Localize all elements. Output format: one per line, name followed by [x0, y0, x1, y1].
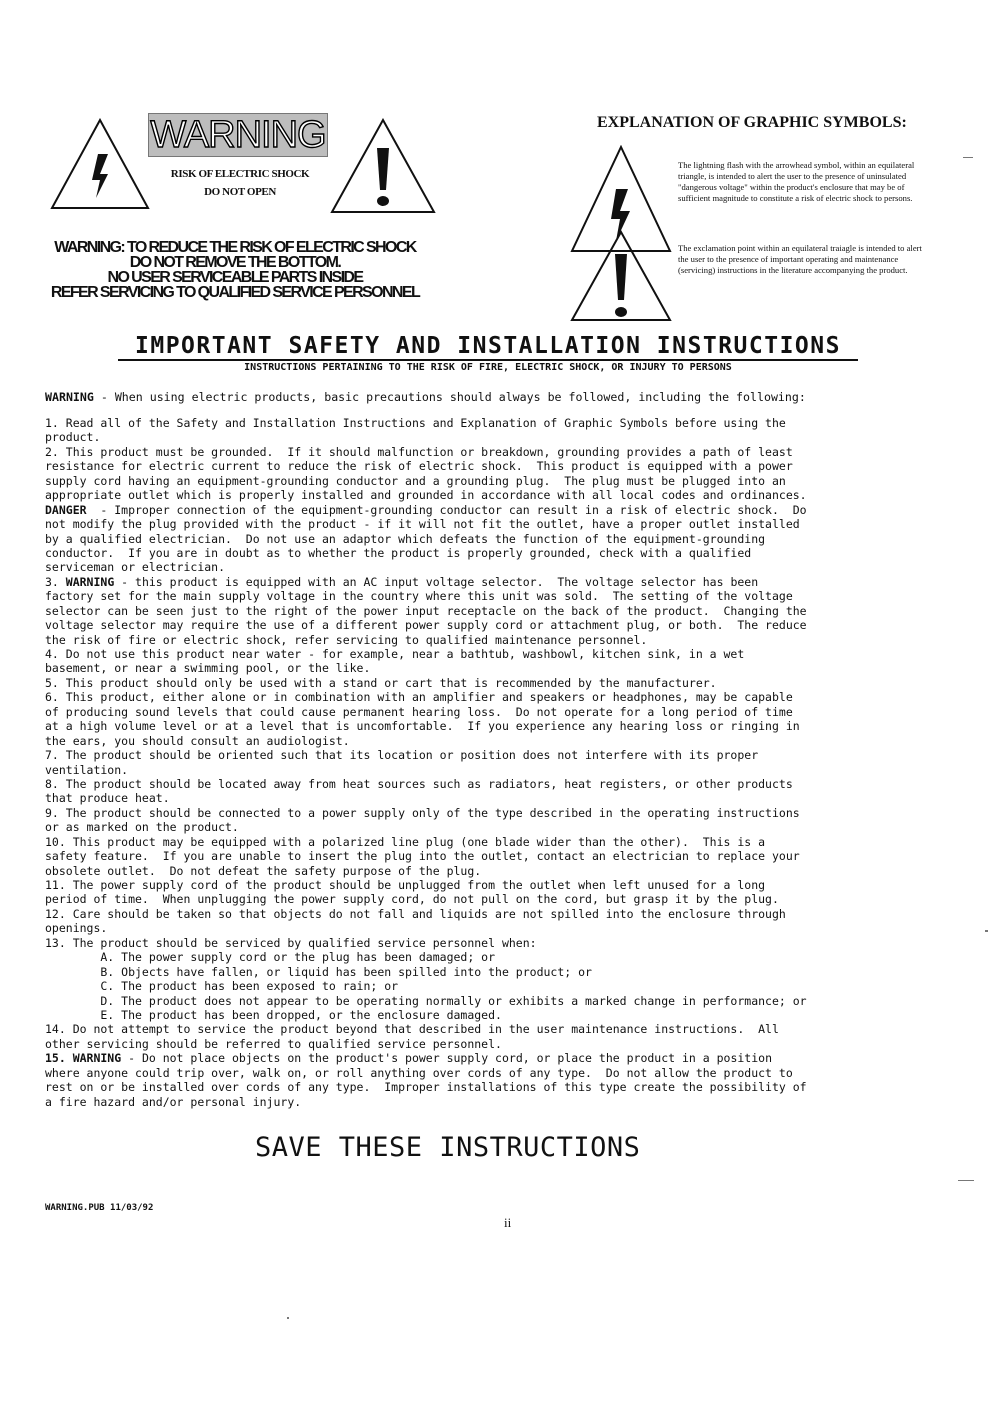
instruction-text: serviceman or electrician. — [45, 560, 226, 575]
instruction-line — [45, 719, 807, 733]
instruction-line — [45, 661, 807, 675]
instruction-text: of producing sound levels that could cause permanent hearing loss. Do not operate for a long period of time — [45, 704, 793, 719]
scan-speck — [985, 930, 988, 932]
instruction-line — [45, 546, 807, 560]
do-not-open-label: DO NOT OPEN — [204, 186, 276, 198]
warning-line: WARNING: TO REDUCE THE RISK OF ELECTRIC SHOCK — [54, 239, 416, 256]
instruction-line — [45, 748, 807, 762]
instruction-line — [45, 474, 807, 488]
instruction-text: factory set for the main supply voltage in the country where this unit was sold. The setting of the voltage — [45, 589, 793, 604]
instruction-text: 8. The product should be located away from heat sources such as radiators, heat registers, or other products — [45, 776, 793, 791]
instruction-line — [45, 1095, 807, 1109]
instruction-text: 5. This product should only be used with a stand or cart that is recommended by the manufacturer. — [45, 675, 717, 690]
instruction-text: 10. This product may be equipped with a polarized line plug (one blade wider than the other). This is a — [45, 834, 766, 849]
exclamation-explanation: The exclamation point within an equilateral traiagle is intended to alert the user to the presence of important operating and maintenance (servicing) instructions in the literature accompanying the product. — [678, 243, 922, 275]
instruction-text: 14. Do not attempt to service the product beyond that described in the user maintenance instructions. All — [45, 1022, 779, 1037]
instruction-text: openings. — [45, 921, 108, 936]
instruction-text: selector can be seen just to the right of the power input receptacle on the back of the product. Changing the — [45, 603, 807, 618]
instruction-line — [45, 936, 807, 950]
instruction-text: 2. This product must be grounded. If it should malfunction or breakdown, grounding provides a path of least — [45, 444, 793, 459]
instruction-line — [45, 1037, 807, 1051]
instruction-line — [45, 430, 807, 444]
instruction-text: other servicing should be referred to qualified service personnel. — [45, 1036, 502, 1051]
warning-instructions — [45, 240, 425, 300]
instruction-line — [45, 734, 807, 748]
instruction-line — [45, 820, 807, 834]
instruction-text: - this product is equipped with an AC input voltage selector. The voltage selector has been — [114, 574, 759, 589]
warning-line: REFER SERVICING TO QUALIFIED SERVICE PERSONNEL — [50, 284, 420, 301]
instruction-text: appropriate outlet which is properly installed and grounded in accordance with all local codes and ordinances. — [45, 488, 807, 503]
instruction-line — [45, 791, 807, 805]
instruction-text: or as marked on the product. — [45, 820, 239, 835]
instruction-line — [45, 907, 807, 921]
instruction-text: resistance for electric current to reduce the risk of electric shock. This product is equipped with a power — [45, 459, 793, 474]
intro-warning — [45, 390, 806, 404]
intro-text: - When using electric products, basic precautions should always be followed, including the following: — [93, 390, 806, 404]
scan-speck — [958, 1180, 974, 1181]
instruction-line — [45, 633, 807, 647]
instruction-line — [45, 575, 807, 589]
instruction-line — [45, 806, 807, 820]
instruction-line — [45, 965, 807, 979]
instruction-text: the risk of fire or electric shock, refer servicing to qualified maintenance personnel. — [45, 632, 648, 647]
save-instructions-heading: SAVE THESE INSTRUCTIONS — [255, 1132, 641, 1163]
instruction-line — [45, 488, 807, 502]
instruction-text: E. The product has been dropped, or the enclosure damaged. — [45, 1007, 502, 1022]
instruction-line — [45, 1008, 807, 1022]
warning-line: NO USER SERVICEABLE PARTS INSIDE — [107, 269, 363, 286]
exclamation-triangle-icon — [330, 118, 436, 214]
instruction-emphasis: WARNING — [65, 574, 115, 589]
instruction-line — [45, 416, 807, 430]
instruction-line — [45, 445, 807, 459]
instruction-emphasis: 15. WARNING — [45, 1051, 122, 1066]
instruction-line — [45, 864, 807, 878]
instruction-line — [45, 503, 807, 517]
instruction-text: - Do not place objects on the product's power supply cord, or place the product in a position — [121, 1051, 772, 1066]
instruction-line — [45, 589, 807, 603]
instruction-text: 6. This product, either alone or in combination with an amplifier and speakers or headphones, may be capable — [45, 690, 793, 705]
exclamation-symbol-icon — [570, 230, 672, 322]
instruction-text: obsolete outlet. Do not defeat the safety purpose of the plug. — [45, 863, 482, 878]
instruction-text: A. The power supply cord or the plug has been damaged; or — [45, 950, 496, 965]
instruction-line — [45, 835, 807, 849]
instruction-line — [45, 690, 807, 704]
instructions-list — [45, 416, 807, 1109]
instruction-text: by a qualified electrician. Do not use an adaptor which defeats the function of the equipment-grounding — [45, 531, 766, 546]
instruction-text: ventilation. — [45, 762, 129, 777]
instruction-text: - Improper connection of the equipment-grounding conductor can result in a risk of electric shock. Do — [86, 502, 807, 517]
instruction-line — [45, 676, 807, 690]
instruction-line — [45, 532, 807, 546]
instruction-line — [45, 1022, 807, 1036]
page-title: IMPORTANT SAFETY AND INSTALLATION INSTRUCTIONS — [135, 333, 841, 359]
instruction-text: where anyone could trip over, walk on, or roll anything over cords of any type. Do not allow the product to — [45, 1065, 793, 1080]
instruction-line — [45, 1080, 807, 1094]
instruction-line — [45, 950, 807, 964]
intro-label: WARNING — [45, 390, 94, 404]
instruction-line — [45, 994, 807, 1008]
instruction-text: 12. Care should be taken so that objects do not fall and liquids are not spilled into the enclosure through — [45, 906, 786, 921]
instruction-line — [45, 892, 807, 906]
scan-speck — [287, 1317, 289, 1319]
instruction-line — [45, 921, 807, 935]
instruction-line — [45, 763, 807, 777]
instruction-text: 9. The product should be connected to a power supply only of the type described in the operating instructions — [45, 805, 800, 820]
instruction-text: a fire hazard and/or personal injury. — [45, 1094, 302, 1109]
instruction-text: voltage selector may require the use of a different power supply cord or attachment plug, or both. The reduce — [45, 618, 807, 633]
instruction-text: that produce heat. — [45, 791, 170, 806]
instruction-number: 3. — [45, 574, 66, 589]
instruction-text: the ears, you should consult an audiologist. — [45, 733, 350, 748]
title-underline — [118, 359, 858, 361]
instruction-line — [45, 459, 807, 473]
instruction-text: not modify the plug provided with the product - if it will not fit the outlet, have a proper outlet installed — [45, 517, 800, 532]
instruction-text: safety feature. If you are unable to insert the plug into the outlet, contact an electrician to replace your — [45, 849, 800, 864]
instruction-line — [45, 604, 807, 618]
instruction-line — [45, 777, 807, 791]
instruction-text: 1. Read all of the Safety and Installation Instructions and Explanation of Graphic Symbols before using the — [45, 416, 786, 430]
risk-of-shock-label: RISK OF ELECTRIC SHOCK — [170, 168, 310, 180]
instruction-text: rest on or be installed over cords of any type. Improper installations of this type create the possibility of — [45, 1080, 807, 1095]
instruction-text: conductor. If you are in doubt as to whether the product is properly grounded, check with a qualified — [45, 545, 752, 560]
instruction-text: C. The product has been exposed to rain; or — [45, 979, 399, 994]
instruction-text: supply cord having an equipment-grounding conductor and a grounding plug. The plug must be plugged into an — [45, 473, 786, 488]
instruction-text: 7. The product should be oriented such that its location or position does not interfere with its proper — [45, 748, 759, 763]
instruction-text: at a high volume level or at a level that is uncomfortable. If you experience any hearing loss or ringing in — [45, 719, 800, 734]
lightning-triangle-icon — [50, 118, 150, 210]
instruction-text: 13. The product should be serviced by qualified service personnel when: — [45, 935, 537, 950]
instruction-text: basement, or near a swimming pool, or the like. — [45, 661, 371, 676]
instruction-line — [45, 979, 807, 993]
explanation-title: EXPLANATION OF GRAPHIC SYMBOLS: — [597, 114, 907, 131]
instruction-text: D. The product does not appear to be operating normally or exhibits a marked change in performance; or — [45, 993, 807, 1008]
instruction-line — [45, 647, 807, 661]
warning-banner: WARNING — [148, 113, 328, 157]
instruction-line — [45, 618, 807, 632]
instruction-text: 11. The power supply cord of the product should be unplugged from the outlet when left unused for a long — [45, 878, 766, 892]
lightning-explanation: The lightning flash with the arrowhead symbol, within an equilateral triangle, is intended to alert the user to the presence of uninsulated "dangerous voltage" within the product's enclosure that may be of sufficient magnitude to constitute a risk of electric shock to persons. — [678, 160, 915, 203]
instruction-line — [45, 517, 807, 531]
page-number: ii — [504, 1215, 512, 1230]
instruction-line — [45, 1051, 807, 1065]
warning-line: DO NOT REMOVE THE BOTTOM. — [129, 254, 341, 271]
instruction-text: B. Objects have fallen, or liquid has been spilled into the product; or — [45, 964, 592, 979]
instruction-line — [45, 705, 807, 719]
instruction-line — [45, 1066, 807, 1080]
scan-speck — [963, 157, 973, 158]
page-subtitle: INSTRUCTIONS PERTAINING TO THE RISK OF FIRE, ELECTRIC SHOCK, OR INJURY TO PERSONS — [244, 362, 732, 373]
instruction-text: 4. Do not use this product near water - for example, near a bathtub, washbowl, kitchen sink, in a wet — [45, 647, 745, 661]
instruction-text: product. — [45, 430, 101, 445]
instruction-text: period of time. When unplugging the power supply cord, do not pull on the cord, but grasp it by the plug. — [45, 892, 779, 907]
instruction-line — [45, 560, 807, 574]
instruction-line — [45, 878, 807, 892]
document-id: WARNING.PUB 11/03/92 — [45, 1203, 154, 1213]
instruction-line — [45, 849, 807, 863]
instruction-emphasis: DANGER — [45, 502, 87, 517]
